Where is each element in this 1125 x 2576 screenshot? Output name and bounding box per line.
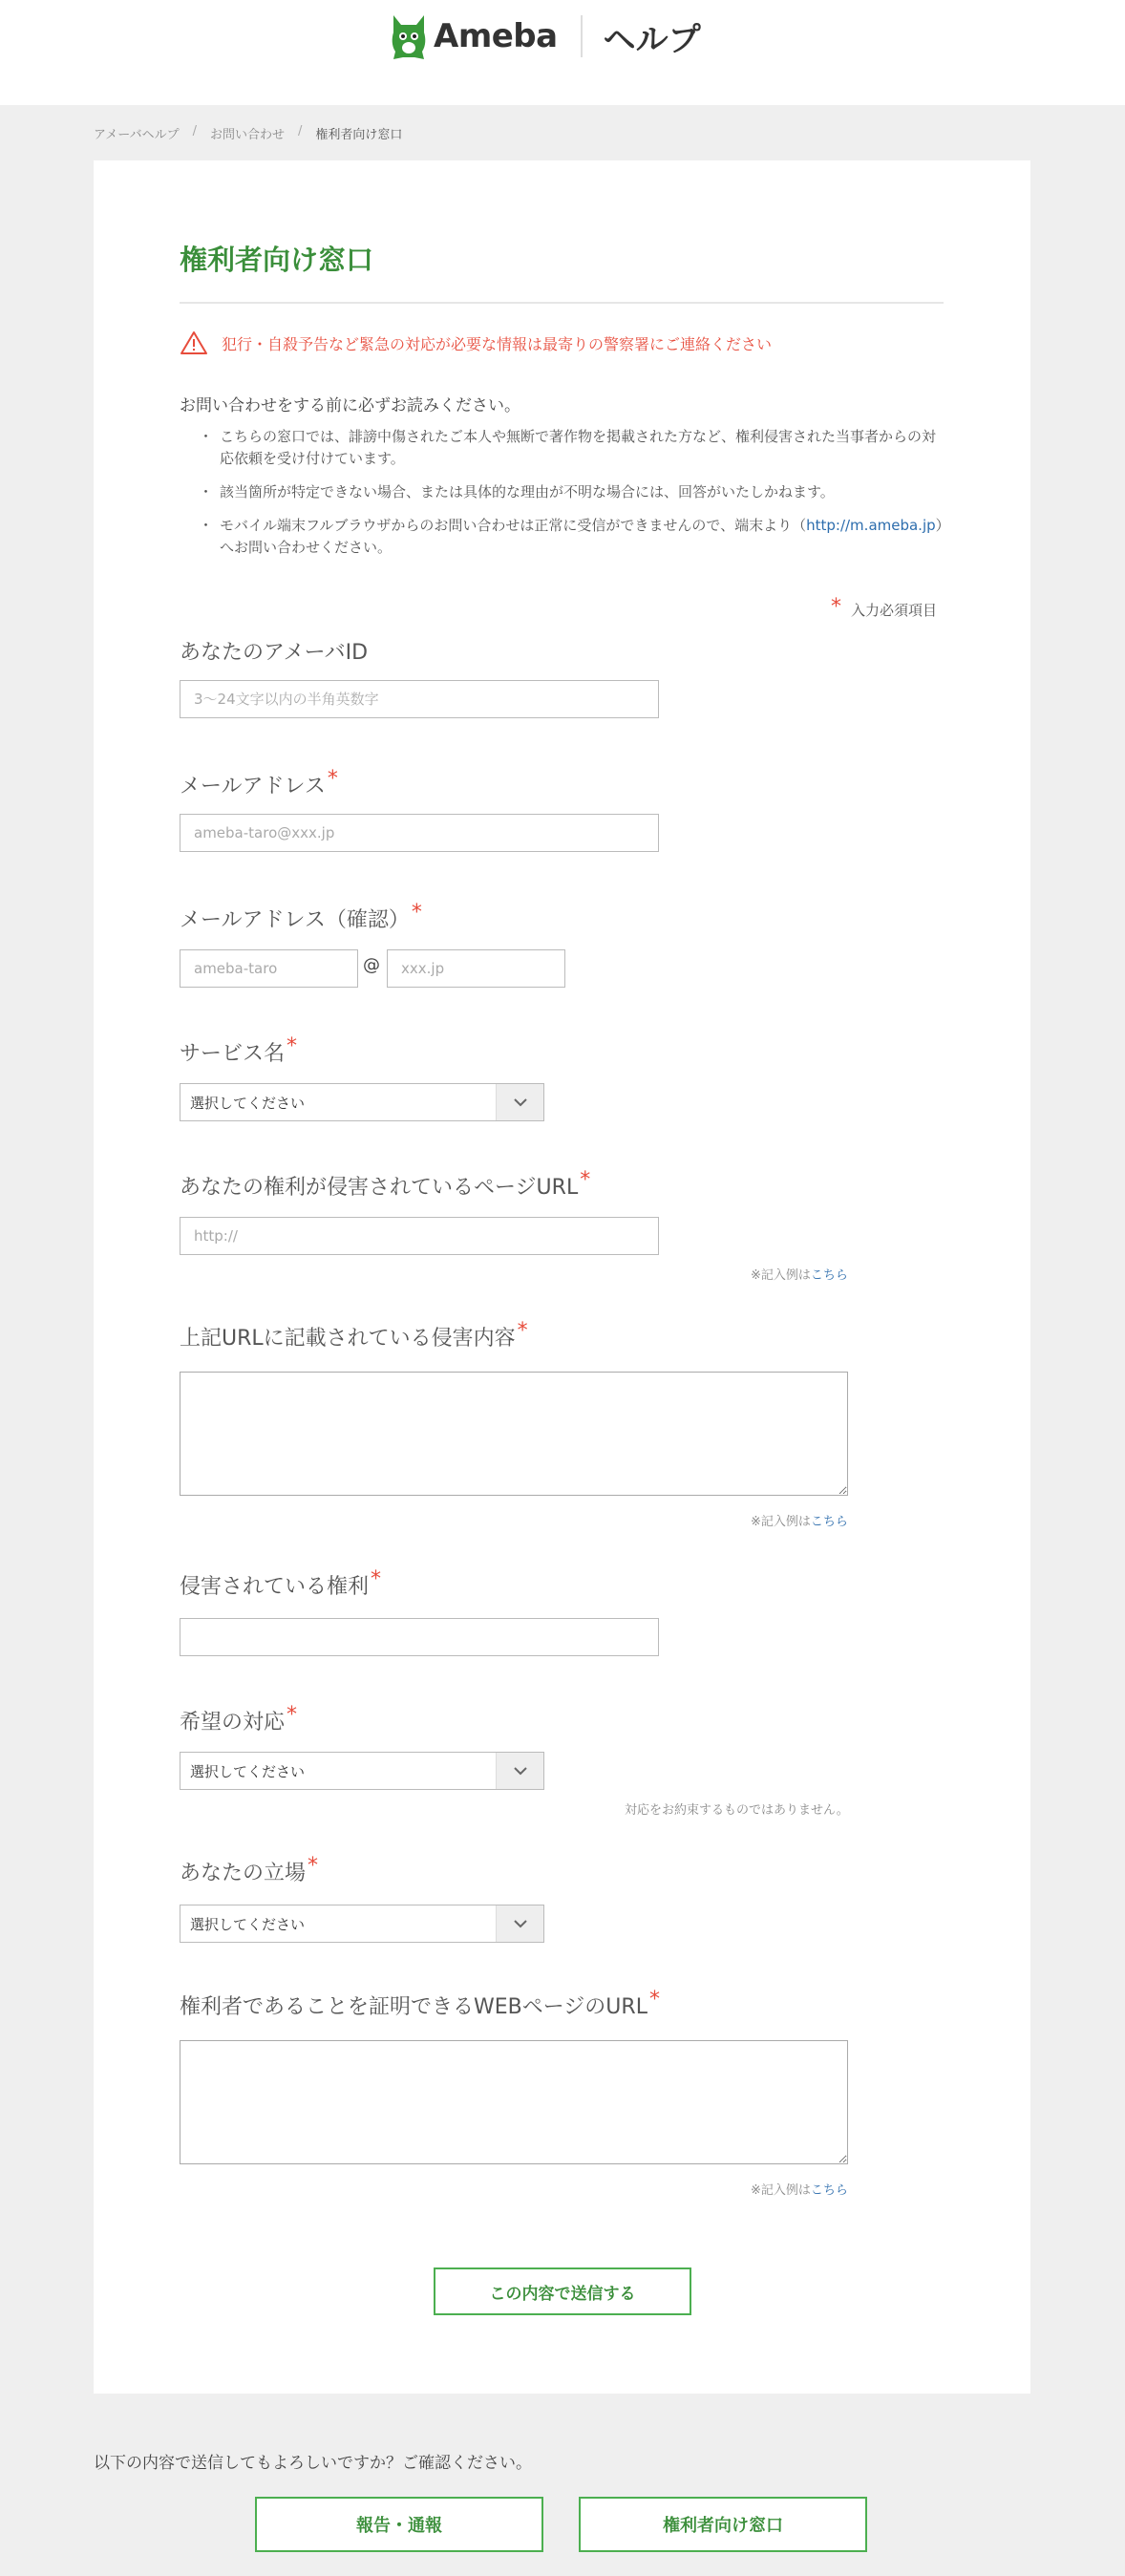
example-note-text: ※記入例は	[751, 1515, 811, 1529]
site-header	[0, 0, 1125, 105]
example-note	[751, 2180, 848, 2198]
required-star: *	[648, 1988, 660, 2012]
page-title: 権利者向け窓口	[180, 244, 374, 276]
logo-text: Ameba	[434, 17, 558, 55]
infringing-content-label-text: 上記URLに記載されている侵害内容	[180, 1327, 516, 1351]
infringed-right-label	[180, 1567, 382, 1600]
page-url-input[interactable]	[180, 1217, 659, 1255]
email-confirm-label-text: メールアドレス（確認）	[180, 908, 410, 932]
service-select[interactable]	[180, 1083, 544, 1121]
required-legend	[831, 595, 938, 620]
infringing-content-label	[180, 1319, 528, 1352]
infringing-content-textarea[interactable]	[180, 1372, 848, 1496]
proof-url-label	[180, 1988, 660, 2020]
service-select-value: 選択してください	[190, 1094, 306, 1112]
chevron-down-icon	[496, 1084, 543, 1120]
help-title: ヘルプ	[603, 20, 701, 59]
title-divider	[180, 302, 944, 304]
notice-item-mobile	[201, 515, 945, 559]
footer-question: 以下の内容で送信してもよろしいですか？ご確認ください。	[94, 2454, 532, 2473]
desired-action-note: 対応をお約束するものではありません。	[625, 1803, 849, 1818]
required-star: *	[308, 1854, 319, 1878]
position-select[interactable]	[180, 1905, 544, 1943]
rights-holder-button[interactable]: 権利者向け窓口	[579, 2497, 867, 2552]
chevron-down-icon	[496, 1753, 543, 1789]
desired-action-select[interactable]	[180, 1752, 544, 1790]
at-sign: @	[363, 955, 380, 975]
example-link[interactable]: こちら	[810, 2183, 848, 2198]
email-confirm-domain-input[interactable]	[387, 949, 565, 988]
notice-list	[201, 426, 945, 570]
ameba-id-input[interactable]	[180, 680, 659, 718]
report-button[interactable]: 報告・通報	[255, 2497, 543, 2552]
notice-lead: お問い合わせをする前に必ずお読みください。	[180, 396, 520, 415]
chevron-down-icon	[496, 1905, 543, 1942]
ameba-id-label	[180, 636, 368, 666]
brand-divider	[581, 15, 583, 57]
email-confirm-label	[180, 901, 422, 933]
submit-button[interactable]: この内容で送信する	[434, 2267, 691, 2315]
page-url-label	[180, 1168, 591, 1201]
form-card	[94, 160, 1030, 2394]
mobile-site-link[interactable]: http://m.ameba.jp	[806, 517, 936, 534]
service-label	[180, 1034, 298, 1067]
required-note-text: 入力必須項目	[851, 602, 938, 619]
proof-url-label-text: 権利者であることを証明できるWEBページのURL	[180, 1995, 647, 2019]
brand[interactable]	[388, 8, 701, 65]
example-link[interactable]: こちら	[810, 1268, 848, 1283]
notice-item: ・ こちらの窓口では、誹謗中傷されたご本人や無断で著作物を掲載された方など、権利侵害された当事者からの対応依頼を受け付けています。	[201, 426, 945, 470]
example-link[interactable]: こちら	[810, 1515, 848, 1529]
notice-mobile-text-end: ）へお問い合わせください。	[220, 517, 944, 556]
example-note-text: ※記入例は	[751, 1268, 811, 1283]
email-input[interactable]	[180, 814, 659, 852]
warning-icon	[180, 330, 208, 355]
breadcrumb-item-help[interactable]: アメーバヘルプ	[94, 128, 180, 142]
required-star: *	[831, 595, 841, 619]
email-confirm-local-input[interactable]	[180, 949, 358, 988]
emergency-alert	[180, 330, 772, 355]
notice-item: ・ 該当箇所が特定できない場合、または具体的な理由が不明な場合には、回答がいたしかねます。	[201, 481, 945, 503]
ameba-mascot-icon	[388, 11, 430, 61]
example-note	[751, 1265, 848, 1283]
required-star: *	[327, 767, 338, 791]
breadcrumb	[94, 124, 402, 142]
infringed-right-label-text: 侵害されている権利	[180, 1575, 370, 1599]
required-star: *	[580, 1168, 591, 1192]
position-select-value: 選択してください	[190, 1915, 306, 1933]
required-star: *	[411, 901, 422, 925]
position-label-text: あなたの立場	[180, 1862, 307, 1885]
required-star: *	[371, 1567, 382, 1591]
email-label-text: メールアドレス	[180, 775, 326, 798]
page-url-label-text: あなたの権利が侵害されているページURL	[180, 1176, 579, 1200]
required-star: *	[517, 1319, 528, 1343]
required-star: *	[287, 1703, 298, 1727]
proof-url-textarea[interactable]	[180, 2040, 848, 2164]
desired-action-select-value: 選択してください	[190, 1762, 306, 1780]
breadcrumb-separator: /	[297, 124, 303, 138]
example-note-text: ※記入例は	[751, 2183, 811, 2198]
email-label	[180, 767, 338, 799]
desired-action-label-text: 希望の対応	[180, 1711, 286, 1735]
desired-action-label	[180, 1703, 298, 1735]
position-label	[180, 1854, 319, 1886]
required-star: *	[287, 1034, 298, 1058]
service-label-text: サービス名	[180, 1042, 286, 1066]
ameba-id-label-text: あなたのアメーバID	[180, 641, 369, 665]
alert-text: 犯行・自殺予告など緊急の対応が必要な情報は最寄りの警察署にご連絡ください	[222, 334, 773, 353]
notice-mobile-text: モバイル端末フルブラウザからのお問い合わせは正常に受信ができませんので、端末より（	[220, 517, 807, 534]
example-note	[751, 1511, 848, 1529]
breadcrumb-item-current: 権利者向け窓口	[315, 128, 403, 142]
infringed-right-input[interactable]	[180, 1618, 659, 1656]
breadcrumb-item-contact[interactable]: お問い合わせ	[209, 128, 285, 142]
breadcrumb-separator: /	[192, 124, 197, 138]
